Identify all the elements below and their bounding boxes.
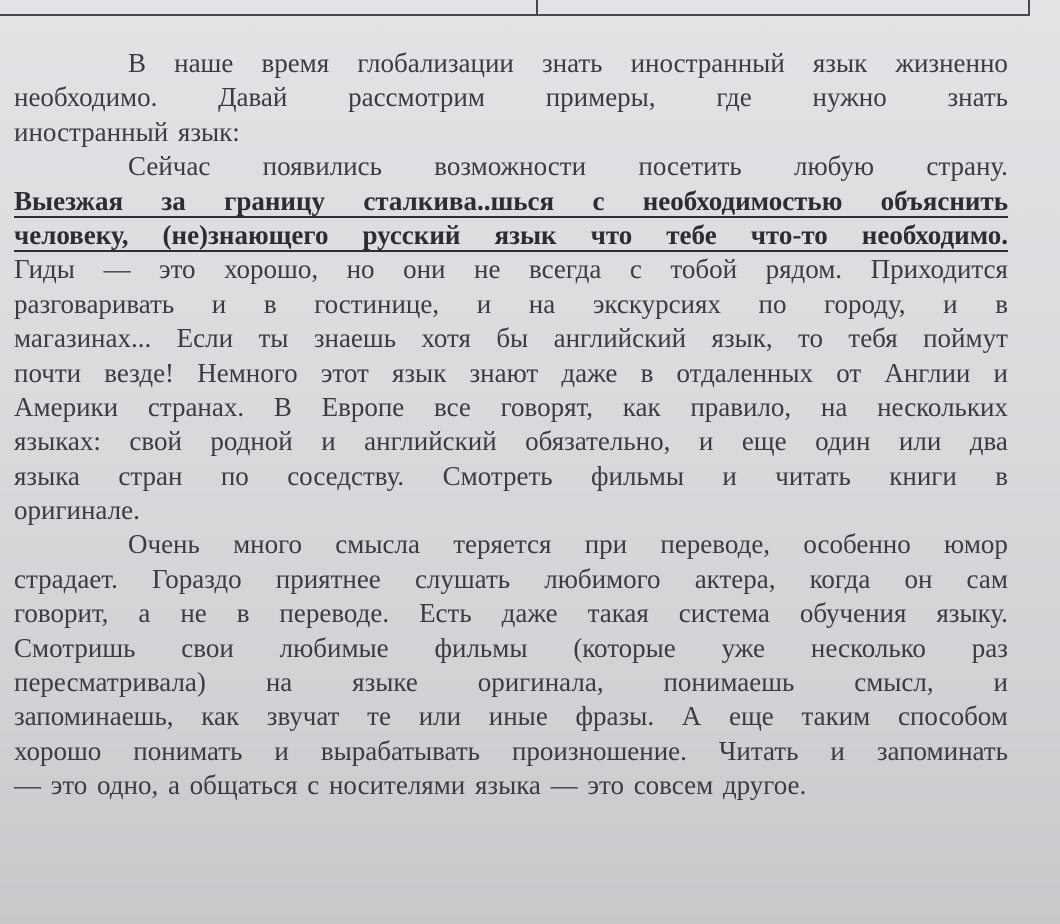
paragraph-line: разговаривать и в гостинице, и на экскурсиях по городу, и в [14, 288, 1008, 319]
underlined-task-sentence: человеку, (не)знающего русский язык что тебе что-то необходимо. [14, 218, 1008, 252]
paragraph-line: запоминаешь, как звучат те или иные фразы. А еще таким способом [14, 701, 1008, 732]
paragraph-line: почти везде! Немного этот язык знают даже в отдаленных от Англии и [14, 357, 1008, 388]
paragraph-line: говорит, а не в переводе. Есть даже такая система обучения языку. [14, 598, 1008, 629]
paragraph-line: В наше время глобализации знать иностранный язык жизненно [128, 48, 1008, 78]
table-border-top [0, 0, 1030, 16]
paragraph-line: Смотришь свои любимые фильмы (которые уже несколько раз [14, 632, 1008, 663]
paragraph-line: пересматривала) на языке оригинала, понимаешь смысл, и [14, 667, 1008, 698]
underlined-task-sentence: Выезжая за границу сталкива..шься с необходимостью объяснить [14, 184, 1008, 218]
document-text [14, 46, 1008, 803]
paragraph-line: страдает. Гораздо приятнее слушать любимого актера, когда он сам [14, 563, 1008, 594]
paragraph-line: Америки странах. В Европе все говорят, как правило, на нескольких [14, 391, 1008, 422]
paragraph-line: языка стран по соседству. Смотреть фильмы и читать книги в [14, 460, 1008, 491]
paragraph-line: необходимо. Давай рассмотрим примеры, где нужно знать [14, 82, 1008, 113]
paragraph-line: Сейчас появились возможности посетить любую страну. [128, 151, 1008, 182]
paragraph-line: иностранный язык: [14, 116, 240, 147]
paragraph-line: хорошо понимать и вырабатывать произношение. Читать и запоминать [14, 735, 1008, 766]
paragraph-line: Очень много смысла теряется при переводе, особенно юмор [128, 529, 1008, 560]
paragraph-line: языках: свой родной и английский обязательно, и еще один или два [14, 426, 1008, 457]
paragraph-line: — это одно, а общаться с носителями языка — это совсем другое. [14, 770, 807, 801]
table-column-divider [536, 0, 538, 14]
paragraph-line: оригинале. [14, 495, 140, 526]
paragraph-line: Гиды — это хорошо, но они не всегда с тобой рядом. Приходится [14, 254, 1008, 285]
paragraph-line: магазинах... Если ты знаешь хотя бы английский язык, то тебя поймут [14, 323, 1008, 354]
